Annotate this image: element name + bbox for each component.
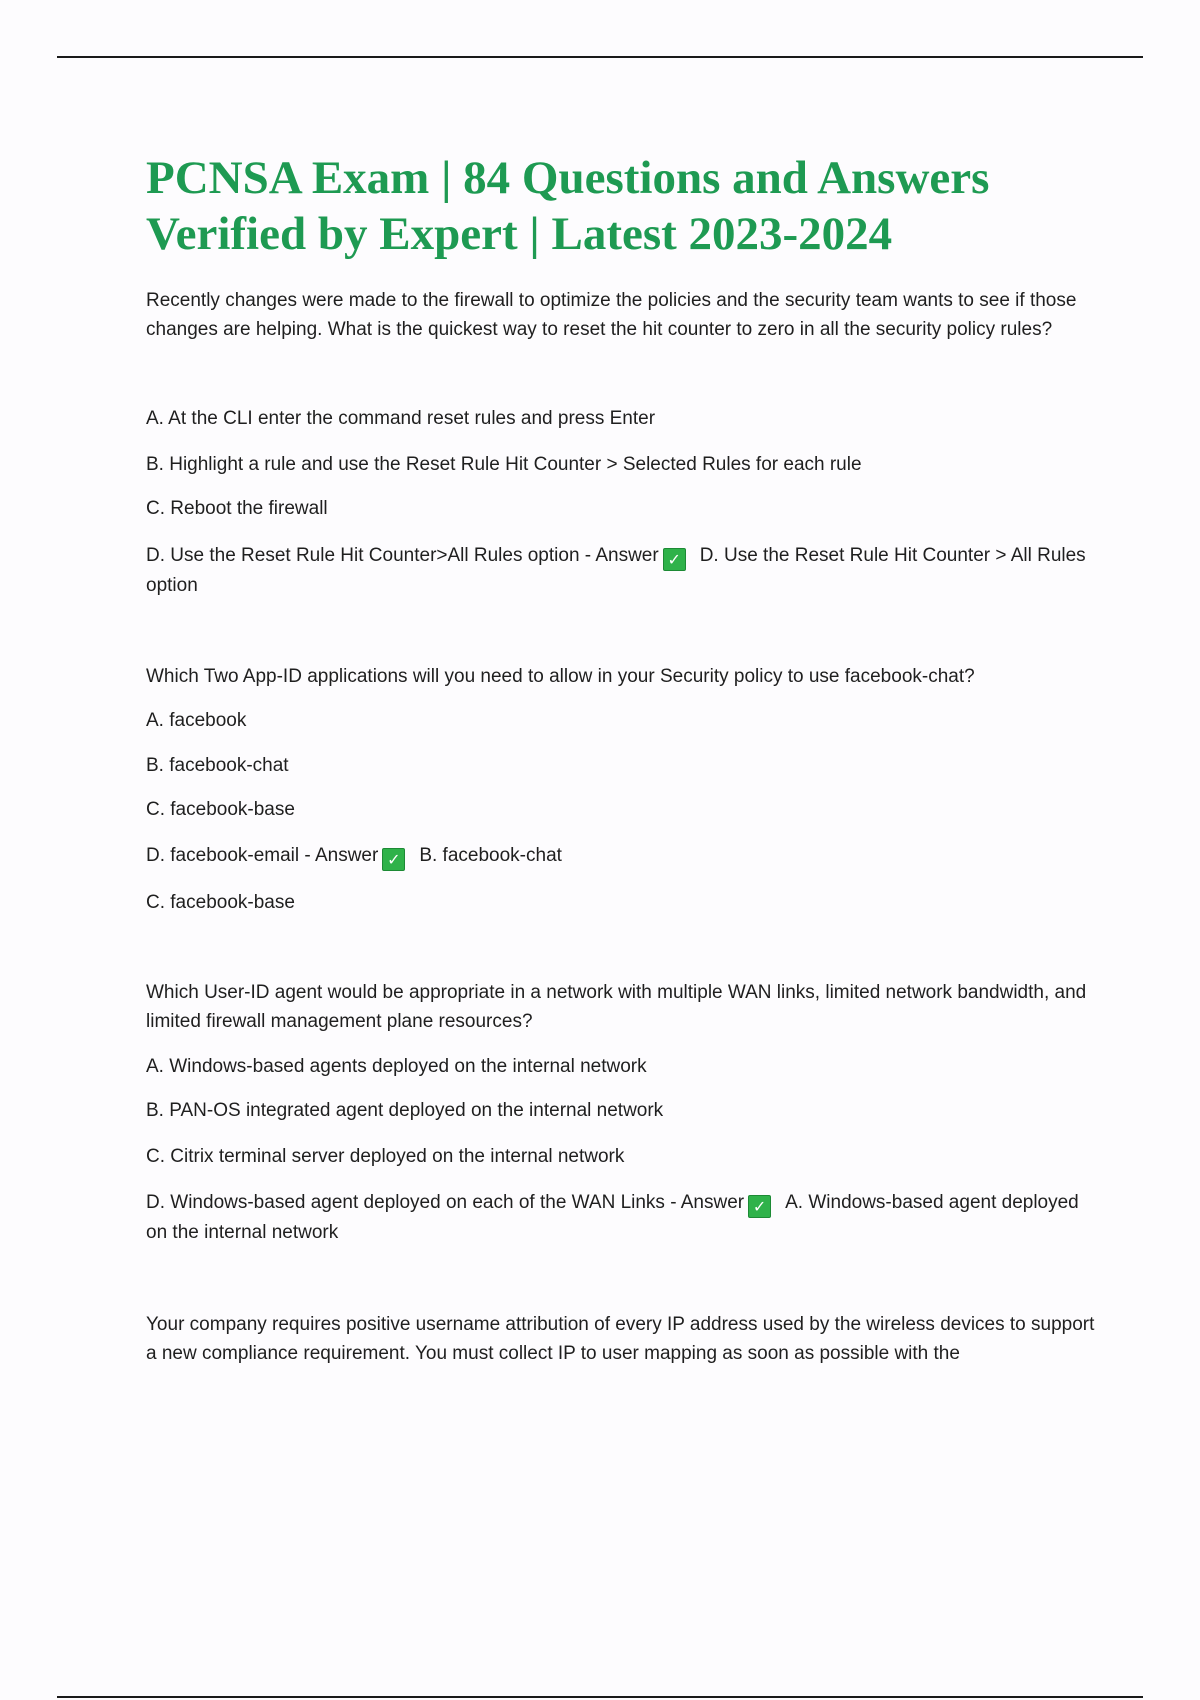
option-d-with-answer (146, 841, 1096, 871)
answer-extra: C. facebook-base (146, 892, 295, 913)
option-b: B. Highlight a rule and use the Reset Rule Hit Counter > Selected Rules for each rule (146, 454, 862, 475)
question-text: Your company requires positive username attribution of every IP address used by the wireless devices to support a new compliance requirement. You must collect IP to user mapping as soon as possible with the (146, 1314, 1095, 1364)
check-mark-icon: ✓ (663, 548, 686, 571)
option-c: C. facebook-base (146, 799, 295, 820)
question-text: Recently changes were made to the firewall to optimize the policies and the security team wants to see if those changes are helping. What is the quickest way to reset the hit counter to zero in all the security policy rules? (146, 290, 1077, 340)
option-b: B. facebook-chat (146, 755, 289, 776)
top-rule (57, 56, 1143, 58)
bottom-rule (57, 1696, 1143, 1698)
document-body (146, 140, 1096, 1368)
option-b: B. PAN-OS integrated agent deployed on the internal network (146, 1100, 664, 1121)
option-d-with-answer (146, 1188, 1096, 1247)
question-block (146, 286, 1096, 600)
option-c: C. Citrix terminal server deployed on the internal network (146, 1146, 625, 1167)
option-a: A. facebook (146, 710, 247, 731)
page-title (146, 150, 1096, 262)
question-block (146, 978, 1096, 1247)
option-a: A. Windows-based agents deployed on the internal network (146, 1056, 647, 1077)
title-line-2: Verified by Expert | Latest 2023-2024 (146, 208, 893, 260)
option-d-with-answer (146, 541, 1096, 600)
question-block (146, 662, 1096, 917)
check-mark-icon: ✓ (382, 848, 405, 871)
check-mark-icon: ✓ (748, 1195, 771, 1218)
option-d: D. Use the Reset Rule Hit Counter>All Rules option - Answer (146, 545, 659, 566)
question-block (146, 1310, 1096, 1368)
option-a: A. At the CLI enter the command reset rules and press Enter (146, 408, 656, 429)
answer-text: D. Use the Reset Rule Hit Counter > All Rules option (146, 545, 1086, 596)
option-d: D. Windows-based agent deployed on each of the WAN Links - Answer (146, 1192, 745, 1213)
question-text: Which Two App-ID applications will you need to allow in your Security policy to use facebook-chat? (146, 666, 975, 687)
answer-text: A. Windows-based agent deployed on the internal network (146, 1192, 1079, 1243)
option-c: C. Reboot the firewall (146, 498, 328, 519)
title-line-1: PCNSA Exam | 84 Questions and Answers (146, 152, 990, 204)
option-d: D. facebook-email - Answer (146, 845, 379, 866)
answer-text: B. facebook-chat (419, 845, 562, 866)
question-text: Which User-ID agent would be appropriate in a network with multiple WAN links, limited network bandwidth, and limited firewall management plane resources? (146, 982, 1087, 1032)
